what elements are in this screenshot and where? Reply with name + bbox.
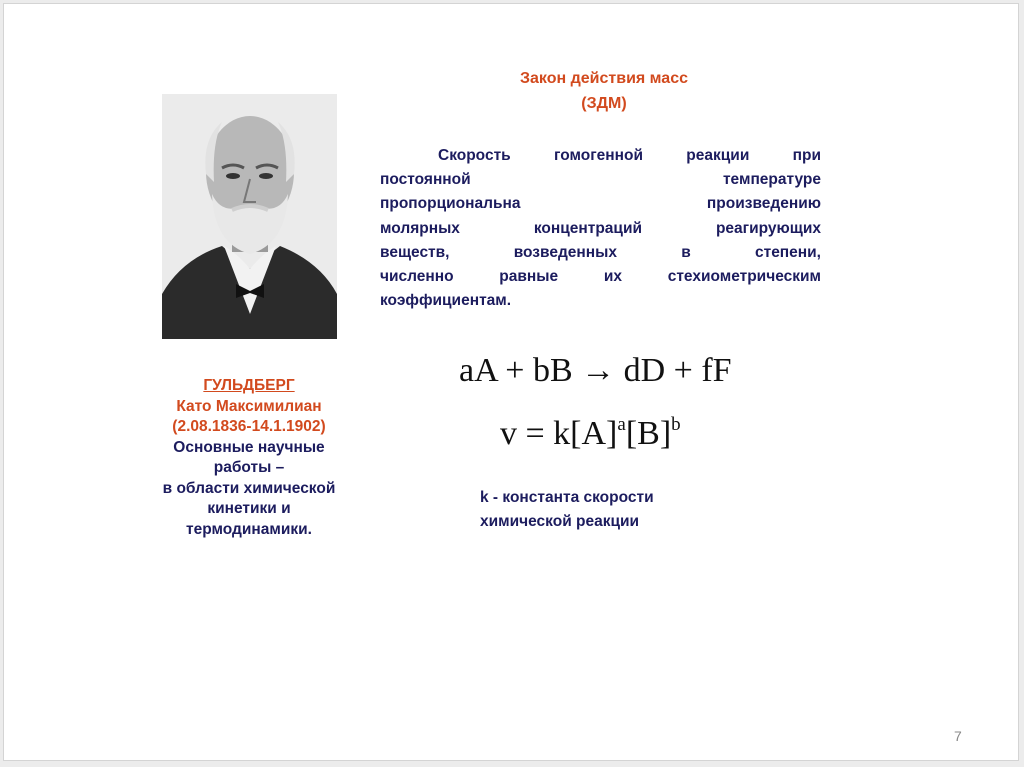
rate-constant-note [480, 486, 780, 534]
work-line: термодинамики. [186, 520, 312, 538]
law-line: веществ, возведенных в степени, [380, 243, 821, 261]
work-line: работы – [213, 459, 285, 476]
work-line: в области химической [162, 479, 336, 497]
portrait-photo [162, 94, 337, 339]
exponent-a: a [617, 414, 626, 435]
law-line: коэффициентам. [380, 292, 512, 310]
title-line: Закон действия масс [520, 70, 688, 87]
portrait-caption [124, 376, 374, 540]
law-line: численно равные их стехиометрическим [380, 268, 821, 286]
note-line: химической реакции [480, 513, 640, 530]
law-line: пропорциональна произведению [380, 195, 821, 213]
portrait-illustration [162, 94, 337, 339]
slide-title [474, 66, 734, 116]
rate-equation-b-term: [B] [625, 415, 672, 452]
law-definition [380, 144, 821, 313]
note-line: k - константа скорости [480, 489, 654, 506]
rate-equation [500, 414, 681, 453]
exponent-b: b [671, 414, 681, 435]
law-line: Скорость гомогенной реакции при [438, 147, 821, 164]
law-line: молярных концентраций реагирующих [380, 219, 821, 237]
scientist-surname: ГУЛЬДБЕРГ [203, 377, 295, 394]
slide [3, 3, 1019, 761]
title-abbreviation: (ЗДМ) [581, 95, 627, 112]
scientist-name: Като Максимилиан [176, 397, 322, 415]
work-line: Основные научные [173, 438, 325, 456]
law-line: постоянной температуре [380, 171, 821, 189]
rate-equation-prefix: v = k[A] [500, 415, 618, 452]
page-number: 7 [954, 728, 962, 744]
work-line: кинетики и [207, 500, 291, 517]
scientist-dates: (2.08.1836-14.1.1902) [172, 418, 326, 435]
reaction-equation: aA + bB → dD + fF [459, 352, 732, 389]
